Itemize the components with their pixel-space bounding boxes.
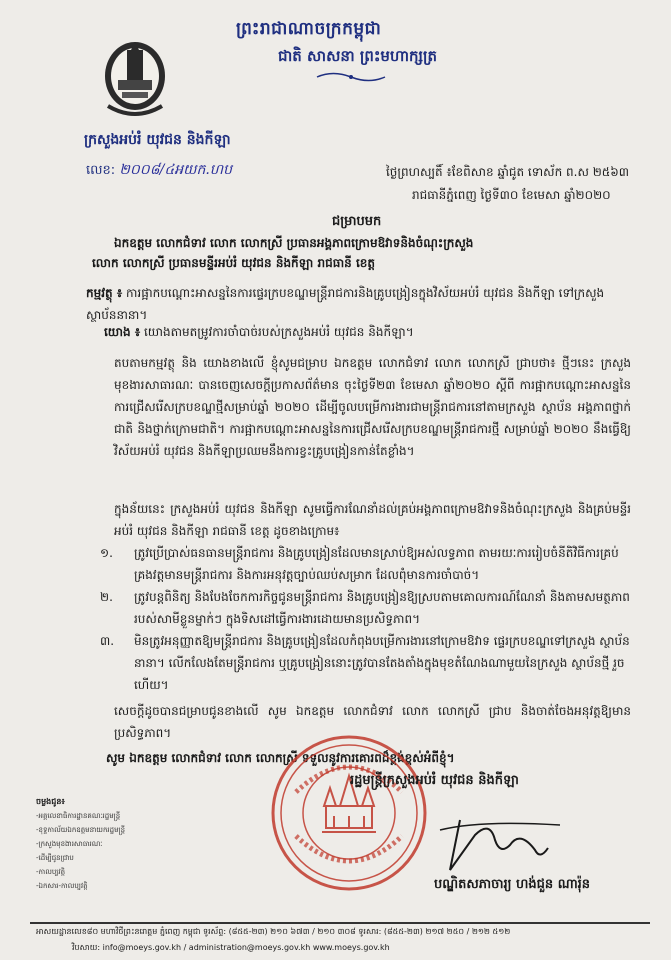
reference-number [86, 160, 232, 181]
recipient-line-2: លោក លោកស្រី ប្រធានមន្ទីរអប់រំ យុវជន និងកីឡា រាជធានី ខេត្ត [92, 256, 375, 270]
cc-item: -ក្រសួងមុខងារសាធារណៈ [36, 840, 103, 848]
salutation-respect: ជម្រាបមក [332, 214, 382, 229]
list-item-text: ត្រូវបន្តពិនិត្យ និងបែងចែកការកិច្ចជូនមន្ត្រីរាជការ និងគ្រូបង្រៀនឱ្យស្របតាមគោលការណ៍ណែនាំ និងតាមសមត្ថភាពរបស់សាមីខ្លួនម្នាក់ៗ ក្នុងទិសដៅធ្វើការងារដោយមានប្រសិទ្ធភាព។ [134, 590, 630, 626]
national-motto: ជាតិ សាសនា ព្រះមហាក្សត្រ [278, 47, 437, 65]
footer-divider [30, 922, 650, 924]
reference-label: លេខ: [86, 163, 116, 178]
official-seal [268, 732, 430, 894]
lunar-date: ថ្ងៃព្រហស្បតិ៍ ៖ខែពិសាខ ឆ្នាំជូត ទោស័ក ព.ស ២៥៦៣ [386, 165, 630, 179]
body-paragraph-1-text: តបតាមកម្មវត្ថុ និង យោងខាងលើ ខ្ញុំសូមជម្រាប ឯកឧត្តម លោកជំទាវ លោក លោកស្រី ជ្រាបថា៖ ថ្មីៗនេះ ក្រសួងមុខងារសាធារណៈ បានចេញសេចក្តីប្រកាសព័ត៌មាន ចុះថ្ងៃទី២៣ ខែមេសា ឆ្នាំ២០២០ ស្តីពី ការផ្អាកបណ្តោះអាសន្ននៃការជ្រើសរើសក្របខណ្ឌថ្មីសម្រាប់ឆ្នាំ ២០២០ ដើម្បីចូលបម្រើការងារជាមន្ត្រីរាជការនៅតាមក្រសួង ស្ថាប័ន អង្គភាពថ្នាក់ជាតិ និងថ្នាក់ក្រោមជាតិ។ ការផ្អាកបណ្តោះអាសន្ននៃការជ្រើសរើសក្របខណ្ឌមន្ត្រីរាជការថ្មី សម្រាប់ឆ្នាំ ២០២០ នឹងធ្វើឱ្យវិស័យអប់រំ យុវជន និងកីឡាប្រឈមនឹងការខ្វះគ្រូបង្រៀនកាន់តែខ្លាំង។ [114, 356, 632, 458]
ministry-name: ក្រសួងអប់រំ យុវជន និងកីឡា [84, 132, 231, 148]
signer-name: បណ្ឌិតសភាចារ្យ ហង់ជួន ណារ៉ុន [434, 877, 591, 892]
subject-block [86, 282, 631, 326]
closing-line: សូម ឯកឧត្តម លោកជំទាវ លោក លោកស្រី ទទួលនូវការគោរពដ៏ខ្ពង់ខ្ពស់អំពីខ្ញុំ។ [106, 751, 455, 765]
handwritten-signature [420, 800, 580, 880]
reference-line [104, 324, 414, 342]
body-paragraph-3-text: សេចក្តីដូចបានជម្រាបជូនខាងលើ សូម ឯកឧត្តម លោកជំទាវ លោក លោកស្រី ជ្រាប និងចាត់ចែងអនុវត្តឱ្យមានប្រសិទ្ធភាព។ [114, 704, 631, 740]
cc-item: -កាលប្បវត្តិ [36, 868, 66, 876]
footer-contact: វិបសាយ: info@moeys.gov.kh / administration@moeys.gov.kh www.moeys.gov.kh [72, 943, 390, 952]
list-item [100, 542, 630, 586]
cc-title: ចម្លងជូន៖ [36, 797, 65, 806]
cc-item: -ឯកសារ-កាលប្បវត្តិ [36, 882, 88, 890]
reference-line-label: យោង ៖ [104, 325, 141, 339]
list-item-text: ត្រូវប្រើប្រាស់ធនធានមន្ត្រីរាជការ និងគ្រូបង្រៀនដែលមានស្រាប់ឱ្យអស់លទ្ធភាព តាមរយៈការរៀបចំនីតិវិធីការគ្រប់គ្រងវត្តមានមន្ត្រីរាជការ និងការអនុវត្តច្បាប់ឈប់សម្រាក ដែលពុំមានការចាំបាច់។ [134, 546, 619, 582]
cc-item: -ដើម្បីជូនជ្រាប [36, 854, 74, 862]
reference-line-text: យោងតាមតម្រូវការចាំបាច់របស់ក្រសួងអប់រំ យុវជន និងកីឡា។ [143, 325, 414, 339]
motto-ornament [315, 70, 387, 84]
list-item [100, 630, 630, 696]
recipient-line-1: ឯកឧត្តម លោកជំទាវ លោក លោកស្រី ប្រធានអង្គភាពក្រោមឱវាទនិងចំណុះក្រសួង [114, 236, 474, 250]
list-item-number: ១. [100, 546, 113, 560]
body-paragraph-2 [86, 498, 631, 542]
list-item-number: ២. [100, 590, 113, 604]
subject-text: ការផ្អាកបណ្តោះអាសន្ននៃការផ្ទេរក្របខណ្ឌមន្ត្រីរាជការនិងគ្រូបង្រៀនក្នុងវិស័យអប់រំ យុវជន និងកីឡា ទៅក្រសួង ស្ថាប័ននានា។ [86, 286, 605, 322]
ministry-logo [100, 36, 170, 122]
cc-item: -អគ្គលេខាធិការដ្ឋានគណៈរដ្ឋមន្ត្រី [36, 812, 121, 820]
solar-date: រាជធានីភ្នំពេញ ថ្ងៃទី៣០ ខែមេសា ឆ្នាំ២០២០ [412, 188, 611, 202]
body-paragraph-2-text: ក្នុងន័យនេះ ក្រសួងអប់រំ យុវជន និងកីឡា សូមធ្វើការណែនាំដល់គ្រប់អង្គភាពក្រោមឱវាទនិងចំណុះក្រសួង និងគ្រប់មន្ទីរអប់រំ យុវជន និងកីឡា រាជធានី ខេត្ត ដូចខាងក្រោម៖ [114, 502, 631, 538]
body-paragraph-1 [86, 352, 631, 462]
subject-label: កម្មវត្ថុ ៖ [86, 286, 123, 300]
list-item-text: មិនត្រូវអនុញ្ញាតឱ្យមន្ត្រីរាជការ និងគ្រូបង្រៀនដែលកំពុងបម្រើការងារនៅក្រោមឱវាទ ផ្ទេរក្របខណ្ឌទៅក្រសួង ស្ថាប័ននានា។ លើកលែងតែមន្ត្រីរាជការ ឬគ្រូបង្រៀននោះត្រូវបានតែងតាំងក្នុងមុខតំណែងណាមួយនៃក្រសួង ស្ថាប័នថ្មី រួចហើយ។ [134, 634, 630, 692]
signer-title: រដ្ឋមន្ត្រីក្រសួងអប់រំ យុវជន និងកីឡា [350, 773, 519, 788]
kingdom-title: ព្រះរាជាណាចក្រកម្ពុជា [236, 19, 382, 39]
list-item-number: ៣. [100, 634, 115, 648]
footer-address: អាសយដ្ឋានលេខ៨០ មហាវិថីព្រះនរោត្តម ភ្នំពេញ កម្ពុជា ទូរស័ព្ទ: (៨៥៥-២៣) ២១០ ៦៧៣ / ២១០ ៣០៨ ទូរសារ: (៨៥៥-២៣) ២១៧ ២៥០ / ២១២ ៥១២ [36, 927, 511, 936]
list-item [100, 586, 630, 630]
reference-value: ២០០៨/៤អយក.ហប [119, 162, 233, 178]
cc-item: -ខុទ្ទកាល័យឯកឧត្តមនាយករដ្ឋមន្ត្រី [36, 826, 126, 834]
